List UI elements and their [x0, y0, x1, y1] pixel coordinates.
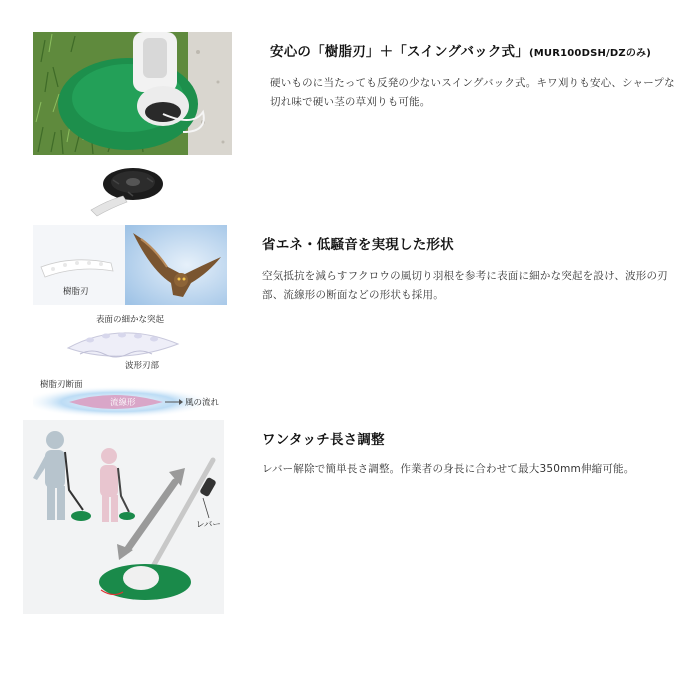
label-wind-flow: 風の流れ	[185, 398, 220, 408]
blade-disc-photo	[83, 160, 178, 218]
label-streamline: 流線形	[110, 398, 136, 408]
section-1-title	[270, 40, 651, 60]
section-3-body: レバー解除で簡単長さ調整。作業者の身長に合わせて最大350mm伸縮可能。	[262, 463, 635, 475]
section-1-title-main: 安心の「樹脂刃」＋「スイングバック式」	[270, 44, 529, 60]
label-resin-blade: 樹脂刃	[63, 287, 89, 297]
length-adjust-photo	[23, 420, 224, 614]
section-2-body: 空気抵抗を減らすフクロウの風切り羽根を参考に表面に細かな突起を設け、波形の刃部、流線形の断面などの形状も採用。	[262, 270, 668, 301]
section-2-title: 省エネ・低騒音を実現した形状	[262, 237, 454, 253]
label-surface-bumps: 表面の細かな突起	[96, 315, 165, 325]
label-wave-blade: 波形刃部	[125, 361, 160, 371]
section-1-title-suffix: (MUR100DSH/DZのみ)	[528, 48, 652, 59]
label-lever: レバー	[196, 520, 221, 530]
section-1-body: 硬いものに当たっても反発の少ないスイングバック式。キワ刈りも安心、シャープな切れ味で硬い茎の草刈りも可能。	[270, 77, 675, 108]
trimmer-head-photo	[33, 32, 232, 155]
section-3-title: ワンタッチ長さ調整	[262, 432, 385, 448]
label-blade-section: 樹脂刃断面	[40, 380, 83, 390]
blade-closeup-figure	[60, 318, 185, 366]
